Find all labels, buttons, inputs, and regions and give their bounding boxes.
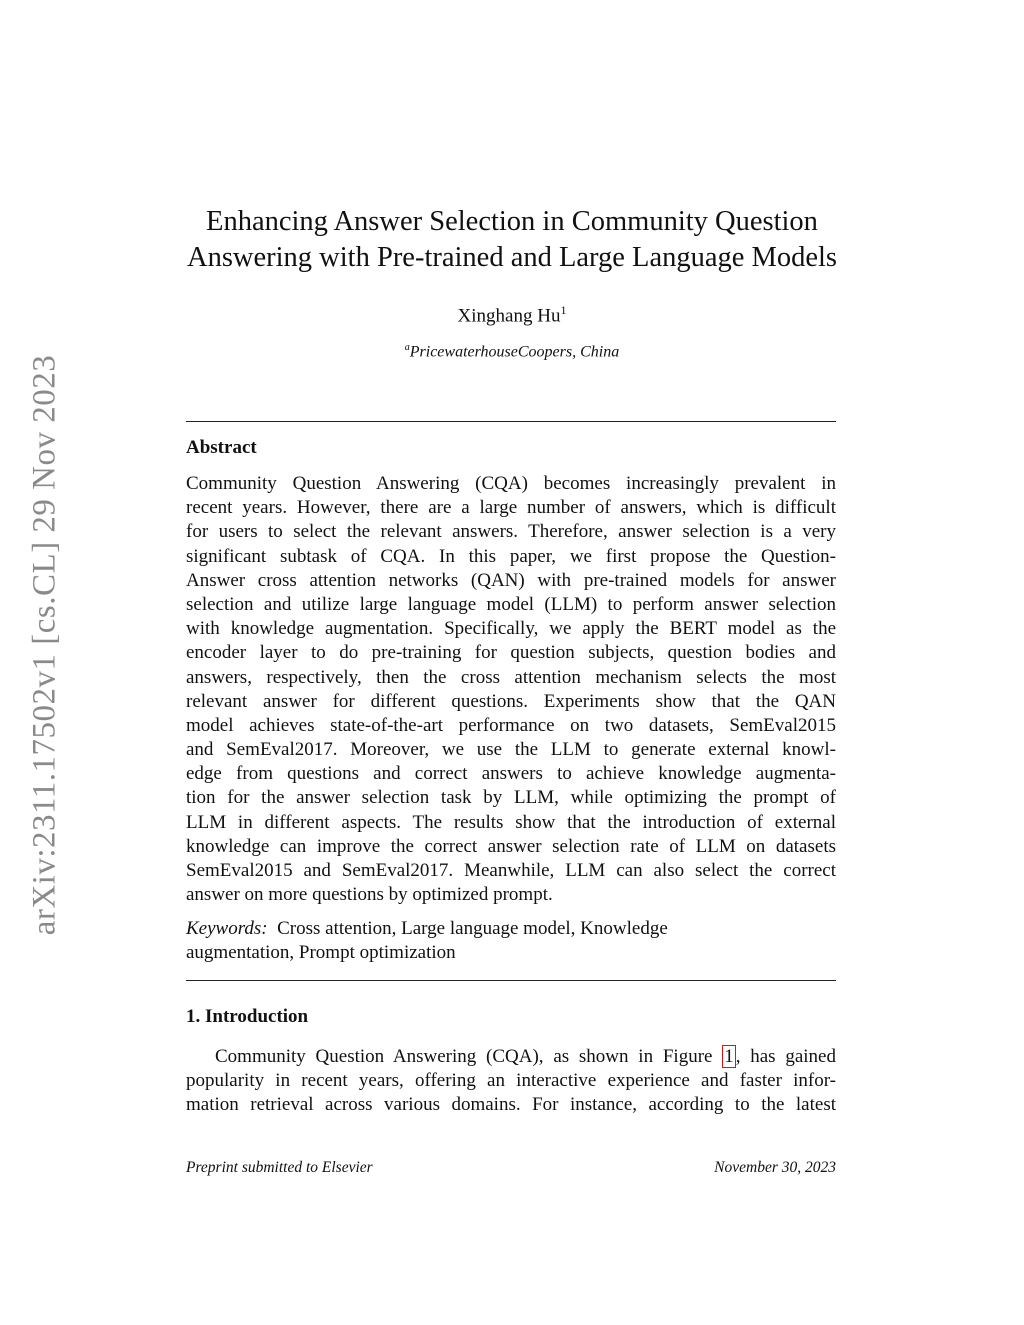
abstract-line <box>186 641 836 665</box>
intro-line3 <box>186 1093 836 1117</box>
abstract-line <box>186 520 836 544</box>
abstract-line-text: Answer cross attention networks (QAN) with pre-trained models for answer <box>186 569 836 591</box>
abstract-line <box>186 472 836 496</box>
abstract-line-text: answers, respectively, then the cross attention mechanism selects the most <box>186 666 836 688</box>
footer-date: November 30, 2023 <box>714 1159 836 1176</box>
author <box>0 303 1024 327</box>
abstract-line-text: with knowledge augmentation. Specifically, we apply the BERT model as the <box>186 618 836 640</box>
abstract-line-text: answer on more questions by optimized prompt. <box>186 884 553 906</box>
intro-line3-text: mation retrieval across various domains. For instance, according to the latest <box>186 1094 836 1116</box>
abstract-line <box>186 786 836 810</box>
abstract-line <box>186 496 836 520</box>
abstract-line-text: SemEval2015 and SemEval2017. Meanwhile, LLM can also select the correct <box>186 860 836 881</box>
paper-title <box>150 204 874 276</box>
intro-line1-pre: Community Question Answering (CQA), as shown in Figure <box>215 1046 713 1067</box>
abstract-line <box>186 883 836 907</box>
figure-1-link[interactable]: 1 <box>724 1046 734 1067</box>
affiliation-text: PricewaterhouseCoopers, China <box>409 343 620 361</box>
abstract-line <box>186 738 836 762</box>
abstract-line-text: encoder layer to do pre-training for question subjects, question bodies and <box>186 642 836 664</box>
abstract-line <box>186 690 836 714</box>
abstract-line-text: selection and utilize large language model (LLM) to perform answer selection <box>186 593 836 615</box>
abstract-heading-text: Abstract <box>186 437 257 458</box>
abstract-line <box>186 714 836 738</box>
abstract-line <box>186 666 836 690</box>
abstract-line-text: knowledge can improve the correct answer selection rate of LLM on datasets <box>186 835 836 857</box>
title-line: Enhancing Answer Selection in Community Question <box>206 206 818 237</box>
abstract-line-text: and SemEval2017. Moreover, we use the LLM to generate external knowl- <box>186 739 836 761</box>
abstract-line <box>186 811 836 835</box>
intro-line1 <box>215 1045 836 1068</box>
abstract-line-text: significant subtask of CQA. In this paper, we first propose the Question- <box>186 545 836 567</box>
author-name: Xinghang Hu <box>457 305 561 327</box>
keywords-label: Keywords: <box>186 918 268 939</box>
abstract-line-text: LLM in different aspects. The results show that the introduction of external <box>186 811 836 833</box>
abstract-line <box>186 762 836 786</box>
abstract-line-text: for users to select the relevant answers. Therefore, answer selection is a very <box>186 521 836 543</box>
affiliation-sup: a <box>404 342 410 353</box>
abstract-body <box>186 472 836 907</box>
title-line: Answering with Pre-trained and Large Language Models <box>186 242 838 273</box>
abstract-line-text: recent years. However, there are a large number of answers, which is difficult <box>186 497 836 519</box>
introduction-heading-text: 1. Introduction <box>186 1006 309 1027</box>
footer-preprint: Preprint submitted to Elsevier <box>186 1159 373 1176</box>
abstract-heading <box>186 437 836 459</box>
keywords-line1: Cross attention, Large language model, Knowledge <box>277 918 668 939</box>
abstract-line <box>186 545 836 569</box>
bottom-rule <box>186 980 836 981</box>
introduction-paragraph <box>186 1045 836 1118</box>
keywords-line2: augmentation, Prompt optimization <box>186 942 456 964</box>
keywords <box>186 917 836 965</box>
abstract-line <box>186 617 836 641</box>
abstract-line-text: model achieves state-of-the-art performance on two datasets, SemEval2015 <box>186 714 836 736</box>
abstract-line-text: relevant answer for different questions. Experiments show that the QAN <box>186 690 836 712</box>
top-rule <box>186 421 836 422</box>
intro-line2-text: popularity in recent years, offering an interactive experience and faster infor- <box>186 1070 836 1092</box>
intro-line1-post: , has gained <box>735 1046 836 1067</box>
introduction-heading <box>186 1006 836 1028</box>
author-sup: 1 <box>560 303 567 317</box>
abstract-line-text: edge from questions and correct answers to achieve knowledge augmenta- <box>186 763 836 785</box>
abstract-line <box>186 859 836 883</box>
abstract-line <box>186 593 836 617</box>
abstract-line-text: tion for the answer selection task by LLM, while optimizing the prompt of <box>186 787 836 809</box>
abstract-line <box>186 835 836 859</box>
arxiv-identifier-stamp: arXiv:2311.17502v1 [cs.CL] 29 Nov 2023 <box>26 354 63 936</box>
intro-line2 <box>186 1069 836 1093</box>
affiliation <box>0 342 1024 361</box>
abstract-line <box>186 569 836 593</box>
abstract-line-text: Community Question Answering (CQA) becomes increasingly prevalent in <box>186 473 836 494</box>
